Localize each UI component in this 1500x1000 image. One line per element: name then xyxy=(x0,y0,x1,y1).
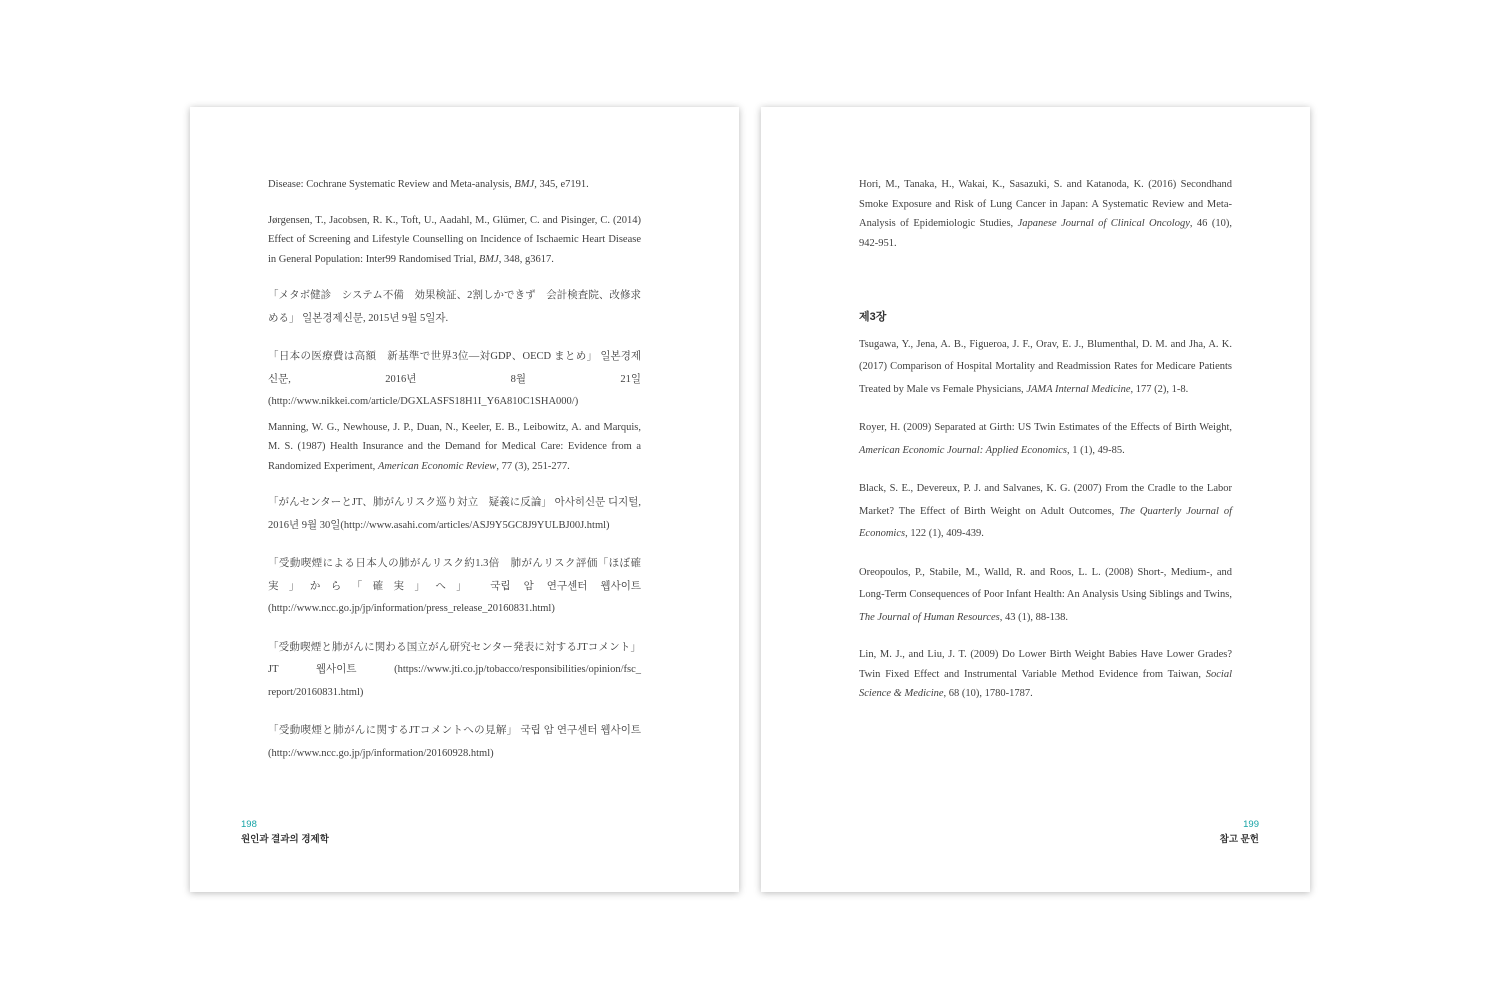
reference-journal: BMJ xyxy=(514,179,535,190)
reference-journal: The Journal of Human Resources xyxy=(859,611,1000,623)
chapter-heading: 제3장 xyxy=(859,311,887,323)
section-title: 참고 문헌 xyxy=(1219,834,1259,845)
reference-text: Oreopoulos, P., Stabile, M., Walld, R. and Roos, L. L. (2008) Short-, Medium-, and Long-Term Consequences of Poor Infant Health: An Analysis Using Siblings and Twins, xyxy=(859,566,1232,600)
page-footer xyxy=(1220,817,1259,847)
reference-entry xyxy=(268,211,641,270)
reference-text: 「メタボ健診 システム不備 効果検証、2割しかできず 会計検査院、改修求める」 일본경제신문, 2015년 9월 5일자. xyxy=(268,290,641,324)
reference-entry xyxy=(268,720,641,765)
reference-details: , 348, g3617. xyxy=(498,253,554,265)
right-reference-list xyxy=(859,175,1232,720)
reference-journal: BMJ xyxy=(478,253,499,265)
reference-entry xyxy=(859,478,1232,546)
reference-text: 「受動喫煙と肺がんに関するJTコメントへの見解」 국립 암 연구센터 웹사이트 (http://www.ncc.go.jp/jp/information/20160928.html) xyxy=(268,725,641,759)
right-page xyxy=(761,107,1310,892)
reference-details: , 68 (10), 1780-1787. xyxy=(943,688,1033,699)
reference-text: Black, S. E., Devereux, P. J. and Salvanes, K. G. (2007) From the Cradle to the Labor Market? The Effect of Birth Weight on Adult Outcomes, xyxy=(859,483,1232,517)
reference-text: Jørgensen, T., Jacobsen, R. K., Toft, U., Aadahl, M., Glümer, C. and Pisinger, C. (2014) Effect of Screening and Lifestyle Counselling on Incidence of Ischaemic Heart Disease in General Population: Inter99 Randomised Trial, xyxy=(268,214,641,265)
reference-text: 「日本の医療費は高額 新基準で世界3位―対GDP、OECD まとめ」 일본경제신문, 2016년 8월 21일(http://www.nikkei.com/article/DGXLASFS18H1I_Y6A810C1SHA000/) xyxy=(268,351,641,407)
reference-entry xyxy=(268,285,641,330)
reference-entry xyxy=(859,417,1232,462)
reference-text: Tsugawa, Y., Jena, A. B., Figueroa, J. F., Orav, E. J., Blumenthal, D. M. and Jha, A. K. (2017) Comparison of Hospital Mortality and Readmission Rates for Medicare Patients Treated by Male vs Female Physicians, xyxy=(859,338,1232,395)
reference-details: , 122 (1), 409-439. xyxy=(905,528,984,539)
page-number: 198 xyxy=(241,819,257,830)
reference-entry xyxy=(268,175,641,195)
page-number: 199 xyxy=(1243,819,1259,830)
reference-details: , 46 (10), 942-951. xyxy=(859,218,1232,249)
reference-details: , 177 (2), 1-8. xyxy=(1130,383,1189,395)
reference-journal: Japanese Journal of Clinical Oncology xyxy=(1017,218,1190,229)
book-title: 원인과 결과의 경제학 xyxy=(241,834,329,845)
reference-text: Manning, W. G., Newhouse, J. P., Duan, N., Keeler, E. B., Leibowitz, A. and Marquis, M. S. (1987) Health Insurance and the Demand for Medical Care: Evidence from a Randomized Experiment, xyxy=(268,421,641,472)
reference-journal: The Quarterly Journal of Economics xyxy=(859,505,1232,539)
reference-entry xyxy=(268,418,641,477)
reference-details: , 77 (3), 251-277. xyxy=(496,460,570,472)
reference-entry xyxy=(859,645,1232,704)
reference-entry xyxy=(268,637,641,705)
reference-details: , 1 (1), 49-85. xyxy=(1067,444,1125,456)
reference-text: Royer, H. (2009) Separated at Girth: US Twin Estimates of the Effects of Birth Weight, xyxy=(859,422,1232,433)
reference-entry xyxy=(859,562,1232,630)
reference-entry xyxy=(859,334,1232,402)
reference-journal: Social Science & Medicine xyxy=(859,668,1232,699)
reference-details: , 345, e7191. xyxy=(534,179,589,190)
reference-text: Hori, M., Tanaka, H., Wakai, K., Sasazuki, S. and Katanoda, K. (2016) Secondhand Smoke Exposure and Risk of Lung Cancer in Japan: A Systematic Review and Meta-Analysis of Epidemiologic Studies, xyxy=(859,179,1232,229)
reference-details: , 43 (1), 88-138. xyxy=(999,611,1069,623)
reference-text: 「がんセンターとJT、肺がんリスク巡り対立 疑義に反論」 아사히신문 디지털, 2016년 9월 30일(http://www.asahi.com/articles/ASJ9Y5GC8J9YULBJ00J.html) xyxy=(268,497,641,531)
reference-entry xyxy=(268,346,641,414)
reference-text: Lin, M. J., and Liu, J. T. (2009) Do Lower Birth Weight Babies Have Lower Grades? Twin Fixed Effect and Instrumental Variable Method Evidence from Taiwan, xyxy=(859,649,1232,680)
page-footer xyxy=(241,817,329,847)
left-reference-list xyxy=(268,175,641,781)
reference-journal: American Economic Review xyxy=(377,460,497,472)
left-page xyxy=(190,107,739,892)
reference-entry xyxy=(859,175,1232,253)
reference-entry xyxy=(268,492,641,537)
reference-entry xyxy=(268,553,641,621)
reference-text: 「受動喫煙による日本人の肺がんリスク約1.3倍 肺がんリスク評価「ほぼ確実」から「確実」へ」 국립 암 연구센터 웹사이트 (http://www.ncc.go.jp/jp/information/press_release_20160831.html) xyxy=(268,558,641,614)
reference-text: 「受動喫煙と肺がんに関わる国立がん研究センター発表に対するJTコメント」 JT 웹사이트 (https://www.jti.co.jp/tobacco/responsibilities/opinion/fsc_ report/20160831.html) xyxy=(268,641,641,698)
reference-text: Disease: Cochrane Systematic Review and Meta-analysis, xyxy=(268,179,515,190)
reference-journal: JAMA Internal Medicine xyxy=(1026,383,1131,395)
reference-journal: American Economic Journal: Applied Economics xyxy=(859,444,1068,456)
